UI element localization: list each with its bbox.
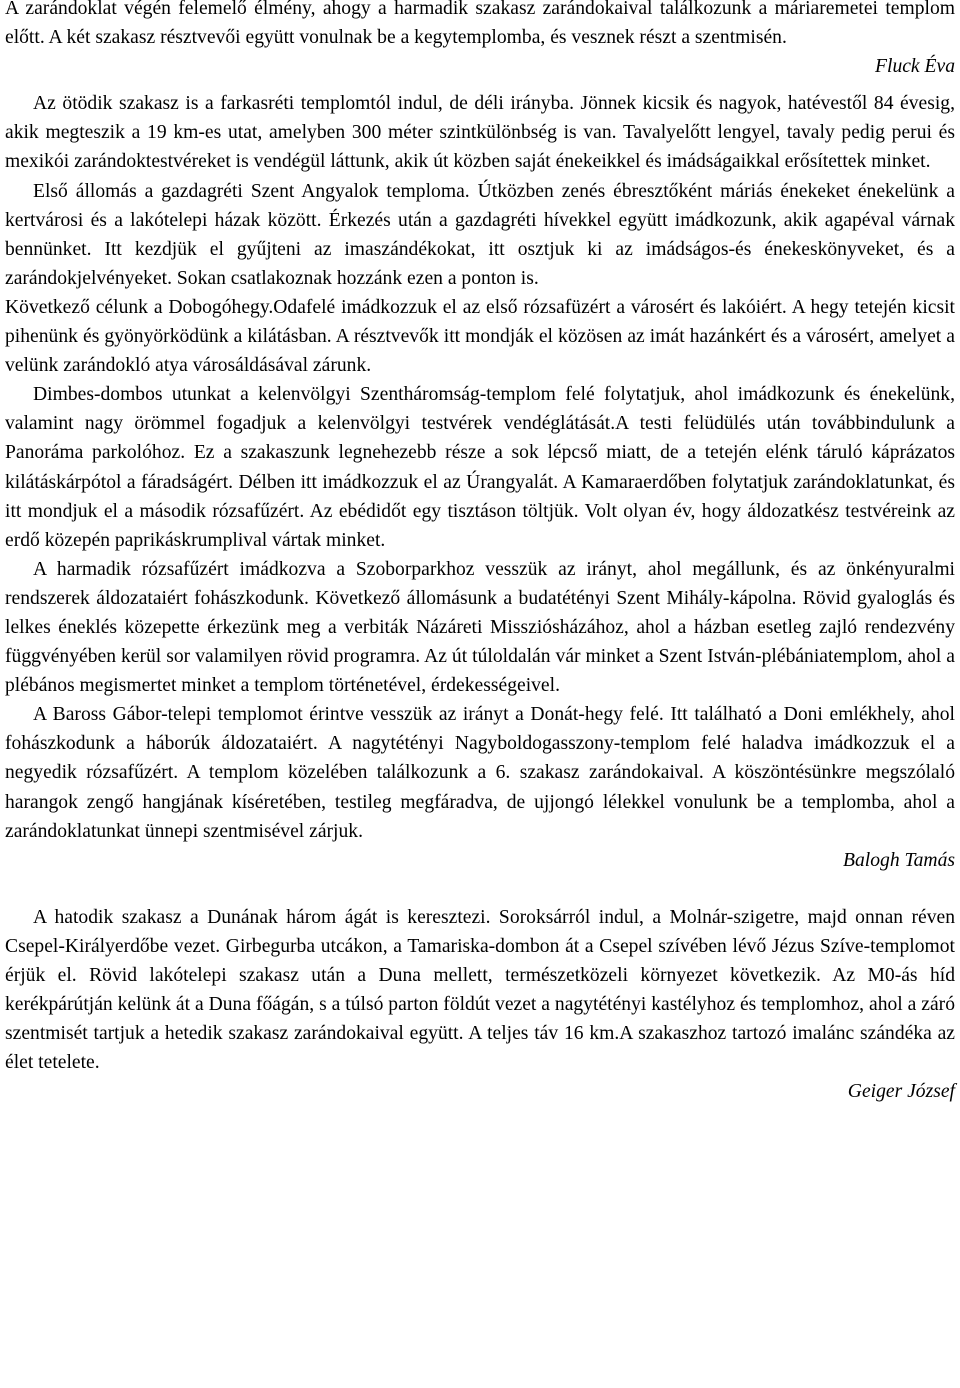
document-page xyxy=(5,0,955,1106)
paragraph-section6: A hatodik szakasz a Dunának három ágát is keresztezi. Soroksárról indul, a Molnár-szigetre, majd onnan réven Csepel-Királyerdőbe vezet. Girbegurba utcákon, a Tamariska-dombon át a Csepel szívében lévő Jézus Szíve-templomot érjük el. Rövid lakótelepi szakasz után a Duna mellett, természetközeli környezet következik. Az M0-ás híd kerékpárútján kelünk át a Duna főágán, s a túlsó parton földút vezet a nagytétényi kastélyhoz és templomhoz, ahol a záró szentmisét tartjuk a hetedik szakasz zarándokaival együtt. A teljes táv 16 km.A szakaszhoz tartozó imalánc szándéka az élet tetelete. xyxy=(5,906,955,1074)
paragraph-section5-intro: Az ötödik szakasz is a farkasréti templomtól indul, de déli irányba. Jönnek kicsik és nagyok, hatévestől 84 évesig, akik megteszik a 19 km-es utat, amelyben 300 méter szintkülönbség is van. Tavalyelőtt lengyel, tavaly pedig perui és mexikói zarándoktestvéreket is vendégül láttunk, akik út közben saját énekeikkel és imádságaikkal erősítettek minket. xyxy=(5,93,955,173)
paragraph-section3-ending: A zarándoklat végén felemelő élmény, ahogy a harmadik szakasz zarándokaival találkozunk a máriaremetei templom előtt. A két szakasz résztvevői együtt vonulnak be a kegytemplomba, és vesznek részt a szentmisén. xyxy=(5,0,955,49)
paragraph-section5-dobogohegy: Következő célunk a Dobogóhegy.Odafelé imádkozzuk el az első rózsafüzért a városért és lakóiért. A hegy tetején kicsit pihenünk és gyönyörködünk a kilátásban. A résztvevők itt mondják el közösen az imát hazánkért és a városért, amelyet a velünk zarándokló atya városáldásával zárunk. xyxy=(5,296,955,377)
author-signature-fluck: Fluck Éva xyxy=(875,56,955,78)
paragraph-section5-donat-hegy: A Baross Gábor-telepi templomot érintve vesszük az irányt a Donát-hegy felé. Itt található a Doni emlékhely, ahol fohászkodunk a háborúk áldozataiért. A nagytétényi Nagyboldogasszony-templom felé haladva imádkozzuk el a negyedik rózsafűzért. A templom közelében találkozunk a 6. szakasz zarándokaival. A köszöntésünkre megszólaló harangok zengő hangjának kíséretében, testileg megfáradva, de ujjongó lélekkel vonulunk be a templomba, ahol a zarándoklatunkat ünnepi szentmisével zárjuk. xyxy=(5,704,955,842)
paragraph-section5-szoborpark: A harmadik rózsafűzért imádkozva a Szoborparkhoz vesszük az irányt, ahol megállunk, és az önkényuralmi rendszerek áldozataiért fohászkodunk. Következő állomásunk a budatétényi Szent Mihály-kápolna. Rövid gyaloglás és lelkes éneklés közepette érkezünk meg a verbiták Názáreti Missziósházához, ahol a házban esetleg zajló rendezvény függvényében kerül sor valamilyen rövid programra. Az út túloldalán vár minket a Szent István-plébániatemplom, ahol a plébános megismertet minket a templom történetével, érdekességeivel. xyxy=(5,558,955,697)
author-signature-balogh: Balogh Tamás xyxy=(843,849,955,871)
paragraph-section5-kelenvolgy: Dimbes-dombos utunkat a kelenvölgyi Szentháromság-templom felé folytatjuk, ahol imádkozunk és énekelünk, valamint nagy örömmel fogadjuk a kelenvölgyi testvérek vendéglátását.A testi felüdülés után továbbindulunk a Panoráma parkolóhoz. Ez a szakaszunk legnehezebb része a sok lépcső miatt, de a tetején elénk táruló káprázatos kilátáskárpótol a fáradságért. Délben itt imádkozzuk el az Úrangyalát. A Kamaraerdőben folytatjuk zarándoklatunkat, és itt mondjuk el a második rózsafűzért. Az ebédidőt egy tisztáson töltjük. Volt olyan év, hogy áldozatkész testvéreink az erdő közepén paprikáskrumplival vártak minket. xyxy=(5,384,955,551)
spacer xyxy=(5,875,955,903)
spacer xyxy=(5,81,955,89)
paragraph-section5-first-station: Első állomás a gazdagréti Szent Angyalok temploma. Útközben zenés ébresztőként máriás énekeket énekelünk a kertvárosi és a lakótelepi házak között. Érkezés után a gazdagréti hívekkel együtt imádkozunk, akik agapéval várnak bennünket. Itt kezdjük el gyűjteni az imaszándékokat, itt osztjuk ki az imádságos-és énekeskönyveket, és a zarándokjelvényeket. Sokan csatlakoznak hozzánk ezen a ponton is. xyxy=(5,180,955,289)
author-signature-geiger: Geiger József xyxy=(847,1081,955,1103)
